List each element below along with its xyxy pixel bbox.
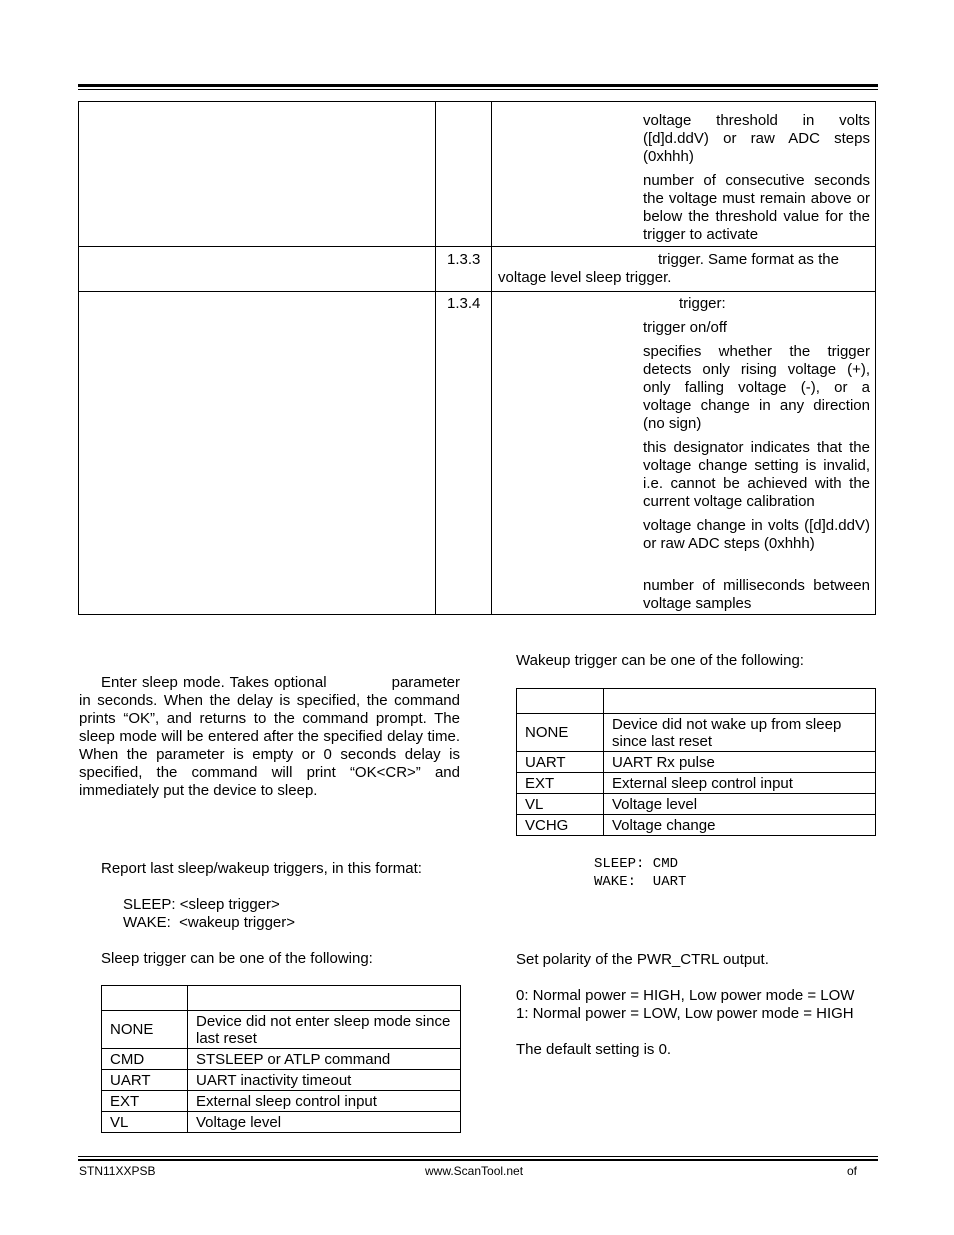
consecutive-seconds-description: number of consecutive seconds the voltage must remain above or below the threshold value for the trigger to activate (643, 172, 870, 243)
trigger-code: VL (517, 794, 604, 815)
wakeup-trigger-table (516, 688, 876, 836)
trigger-code: CMD (102, 1049, 188, 1070)
table-row (102, 1091, 461, 1112)
report-intro: Report last sleep/wakeup triggers, in this format: (101, 860, 422, 877)
sleep-para-rest: in seconds. When the delay is specified, the command prints “OK”, and returns to the command prompt. The sleep mode will be entered after the specified delay time. When the parameter is empty or 0 seconds delay is specified, the command will print “OK<CR>” and immediately put the device to sleep. (79, 692, 460, 799)
sleep-command-description (79, 674, 460, 800)
default-setting-note: The default setting is 0. (516, 1041, 672, 1058)
footer-rule (78, 1159, 878, 1161)
trigger-on-off-description: trigger on/off (643, 319, 727, 336)
header-rule (78, 84, 878, 87)
polarity-option-0: 0: Normal power = HIGH, Low power mode = LOW (516, 987, 855, 1004)
trigger-code: NONE (517, 714, 604, 752)
footer-website: www.ScanTool.net (425, 1164, 524, 1178)
wakeup-trigger-heading: trigger: (679, 295, 726, 312)
wakeup-trigger-intro: Wakeup trigger can be one of the following: (516, 652, 804, 669)
format-sleep-line: SLEEP: <sleep trigger> (123, 896, 280, 913)
parameter-table (78, 101, 876, 615)
header-cell (604, 689, 876, 714)
trigger-description: External sleep control input (604, 773, 876, 794)
trigger-description: External sleep control input (188, 1091, 461, 1112)
table-row (517, 815, 876, 836)
column-divider (491, 102, 492, 614)
voltage-change-description: voltage change in volts ([d]d.ddV) or raw ADC steps (0xhhh) (643, 517, 870, 552)
format-wake-line: WAKE: <wakeup trigger> (123, 914, 296, 931)
trigger-description: UART Rx pulse (604, 752, 876, 773)
header-cell (188, 986, 461, 1011)
table-row (517, 773, 876, 794)
table-header-row (517, 689, 876, 714)
section-number: 1.3.3 (447, 251, 481, 268)
trigger-code: NONE (102, 1011, 188, 1049)
header-rule-thin (78, 89, 878, 90)
section-number: 1.3.4 (447, 295, 481, 312)
trigger-description: Voltage change (604, 815, 876, 836)
table-row (102, 1112, 461, 1133)
trigger-code: UART (102, 1070, 188, 1091)
sample-interval-description: number of milliseconds between voltage samples (643, 577, 870, 612)
trigger-description: STSLEEP or ATLP command (188, 1049, 461, 1070)
voltage-change-sleep-trigger-description (498, 251, 858, 287)
header-cell (517, 689, 604, 714)
voltage-threshold-description: voltage threshold in volts ([d]d.ddV) or raw ADC steps (0xhhh) (643, 112, 870, 165)
column-divider (435, 102, 436, 614)
header-cell (102, 986, 188, 1011)
invalid-designator-description: this designator indicates that the voltage change setting is invalid, i.e. cannot be achieved with the current voltage calibration (643, 439, 870, 510)
footer-rule-thin (78, 1156, 878, 1157)
trigger-code: UART (517, 752, 604, 773)
table-row (517, 752, 876, 773)
trigger-code: EXT (102, 1091, 188, 1112)
example-sleep-line: SLEEP: CMD (594, 856, 679, 872)
table-header-row (102, 986, 461, 1011)
footer-doc-id: STN11XXPSB (79, 1164, 156, 1178)
sleep-para-lead: Enter sleep mode. Takes optional (101, 674, 327, 691)
table-row (102, 1049, 461, 1070)
trigger-code: VCHG (517, 815, 604, 836)
example-wake-line: WAKE: UART (594, 874, 687, 890)
trigger-code: EXT (517, 773, 604, 794)
table-row (102, 1011, 461, 1049)
trigger-description: Device did not enter sleep mode since last reset (188, 1011, 461, 1049)
table-row (102, 1070, 461, 1091)
trigger-code: VL (102, 1112, 188, 1133)
trigger-description: Voltage level (604, 794, 876, 815)
trigger-description: UART inactivity timeout (188, 1070, 461, 1091)
row-divider (79, 246, 875, 247)
sleep-trigger-intro: Sleep trigger can be one of the following: (101, 950, 373, 967)
row2-desc-text: trigger. Same format as the voltage level sleep trigger. (498, 251, 839, 286)
polarity-option-1: 1: Normal power = LOW, Low power mode = HIGH (516, 1005, 854, 1022)
sleep-para-param: parameter (391, 674, 460, 691)
row-divider (79, 291, 875, 292)
footer-page-number: of (847, 1164, 858, 1178)
trigger-description: Device did not wake up from sleep since last reset (604, 714, 876, 752)
table-row (517, 794, 876, 815)
trigger-description: Voltage level (188, 1112, 461, 1133)
table-row (517, 714, 876, 752)
polarity-intro: Set polarity of the PWR_CTRL output. (516, 951, 769, 968)
direction-description: specifies whether the trigger detects only rising voltage (+), only falling voltage (-), or a voltage change in any direction (no sign) (643, 343, 870, 432)
sleep-trigger-table (101, 985, 461, 1133)
